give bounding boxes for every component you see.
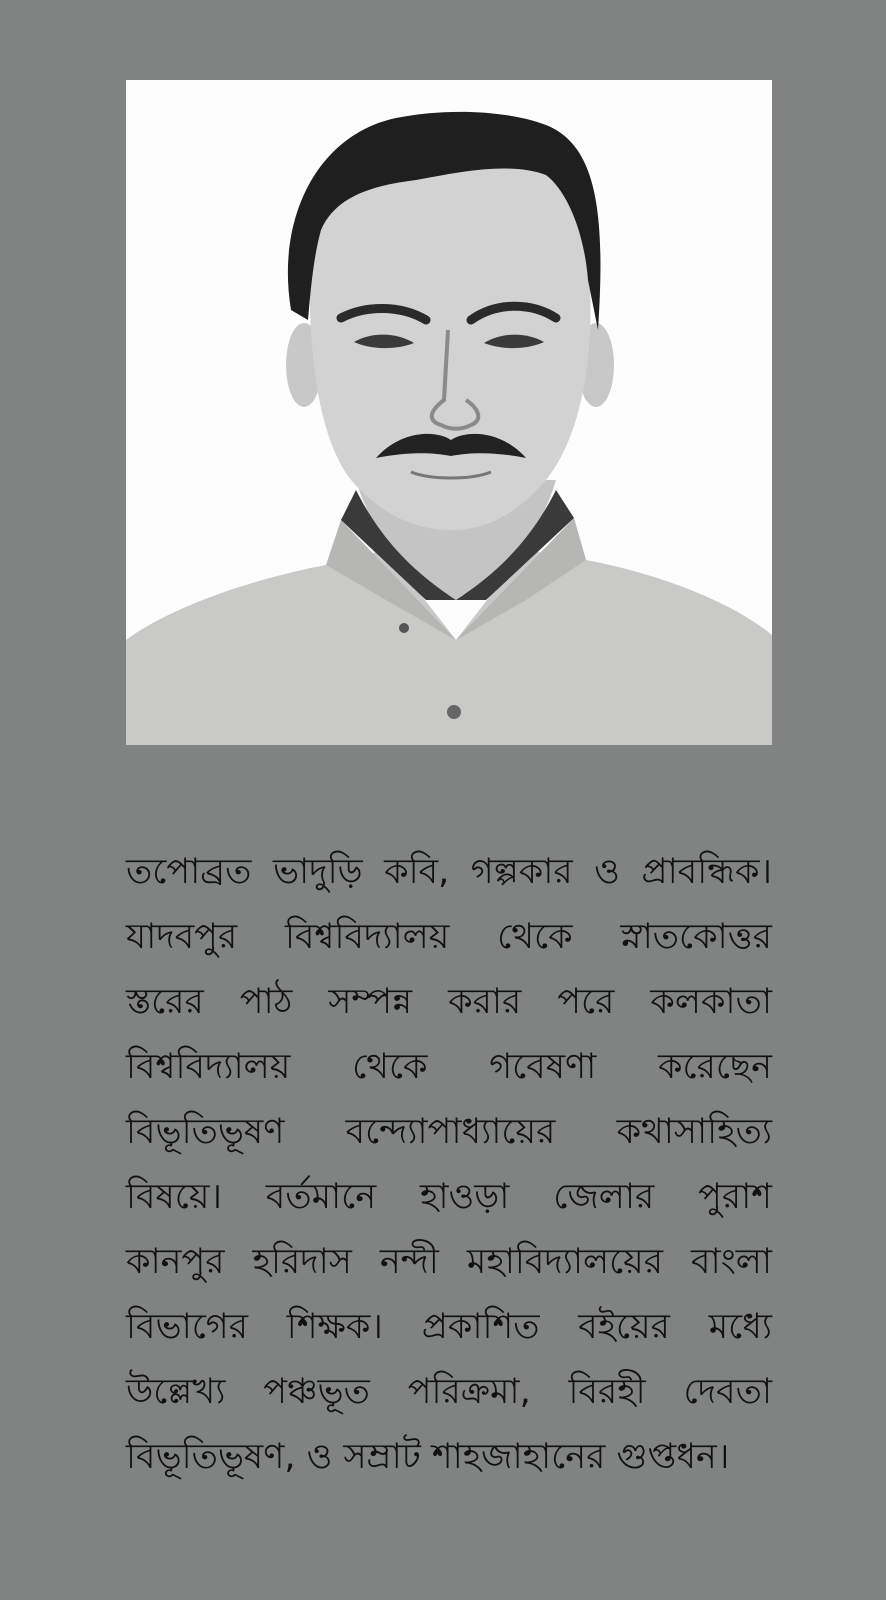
- author-bio: [126, 840, 772, 1490]
- bio-line: বিষয়ে। বর্তমানে হাওড়া জেলার পুরাশ: [126, 1177, 772, 1217]
- bio-line: বিভূতিভূষণ, ও সম্রাট শাহজাহানের গুপ্তধন।: [126, 1437, 730, 1477]
- bio-line: বিভাগের শিক্ষক। প্রকাশিত বইয়ের মধ্যে: [126, 1307, 772, 1347]
- bio-line: বিশ্ববিদ্যালয় থেকে গবেষণা করেছেন: [126, 1047, 772, 1087]
- bio-line: উল্লেখ্য পঞ্চভূত পরিক্রমা, বিরহী দেবতা: [126, 1372, 772, 1412]
- portrait-illustration: [126, 80, 772, 745]
- bio-line: তপোব্রত ভাদুড়ি কবি, গল্পকার ও প্রাবন্ধিক।: [126, 852, 772, 892]
- bio-line: বিভূতিভূষণ বন্দ্যোপাধ্যায়ের কথাসাহিত্য: [126, 1112, 772, 1152]
- bio-line: যাদবপুর বিশ্ববিদ্যালয় থেকে স্নাতকোত্তর: [126, 917, 772, 957]
- bio-line: স্তরের পাঠ সম্পন্ন করার পরে কলকাতা: [126, 982, 772, 1022]
- bio-line: কানপুর হরিদাস নন্দী মহাবিদ্যালয়ের বাংলা: [126, 1242, 772, 1282]
- author-photo: [126, 80, 772, 745]
